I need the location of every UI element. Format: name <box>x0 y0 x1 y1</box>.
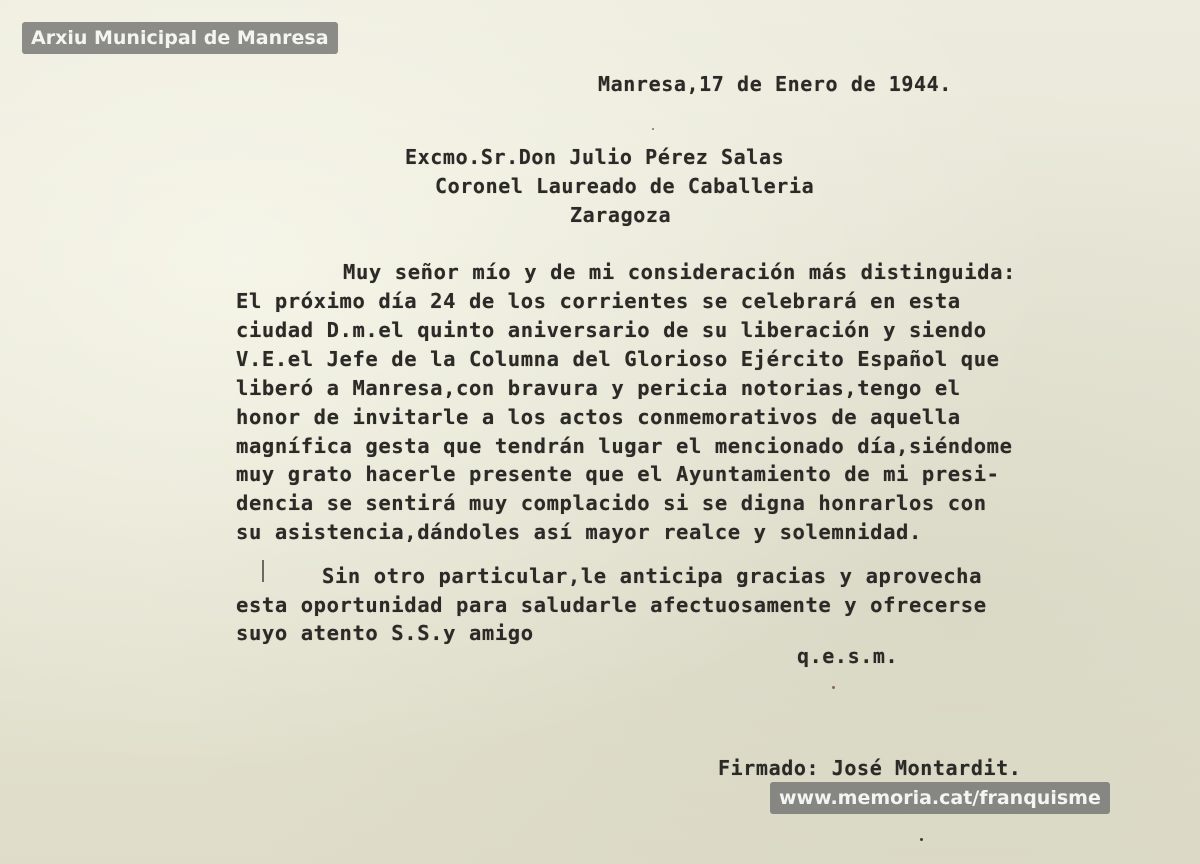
addressee-city: Zaragoza <box>570 203 672 227</box>
website-watermark: www.memoria.cat/franquisme <box>770 782 1110 814</box>
body-line: V.E.el Jefe de la Columna del Glorioso Ejército Español que <box>236 347 1000 371</box>
date-line: Manresa,17 de Enero de 1944. <box>598 72 952 96</box>
addressee-name: Excmo.Sr.Don Julio Pérez Salas <box>405 145 785 169</box>
ink-speck <box>652 128 654 130</box>
body-line: esta oportunidad para saludarle afectuosamente y ofrecerse <box>236 593 987 617</box>
ink-speck <box>832 686 835 689</box>
closing-abbreviation: q.e.s.m. <box>797 644 899 668</box>
salutation: Muy señor mío y de mi consideración más distinguida: <box>343 260 1016 284</box>
addressee-title: Coronel Laureado de Caballeria <box>435 174 815 198</box>
archive-watermark: Arxiu Municipal de Manresa <box>22 22 338 54</box>
body-line: El próximo día 24 de los corrientes se celebrará en esta <box>236 289 961 313</box>
ink-speck <box>920 838 923 841</box>
body-line: dencia se sentirá muy complacido si se digna honrarlos con <box>236 491 987 515</box>
body-line: muy grato hacerle presente que el Ayuntamiento de mi presi- <box>236 462 1000 486</box>
body-line: suyo atento S.S.y amigo <box>236 621 534 645</box>
signature-line: Firmado: José Montardit. <box>718 756 1022 780</box>
body-line: su asistencia,dándoles así mayor realce y solemnidad. <box>236 520 922 544</box>
body-line: liberó a Manresa,con bravura y pericia notorias,tengo el <box>236 376 961 400</box>
margin-mark <box>262 560 264 582</box>
body-line: magnífica gesta que tendrán lugar el mencionado día,siéndome <box>236 434 1013 458</box>
body-line: ciudad D.m.el quinto aniversario de su liberación y siendo <box>236 318 987 342</box>
body-line: honor de invitarle a los actos conmemorativos de aquella <box>236 405 961 429</box>
body-line: Sin otro particular,le anticipa gracias y aprovecha <box>322 564 983 588</box>
